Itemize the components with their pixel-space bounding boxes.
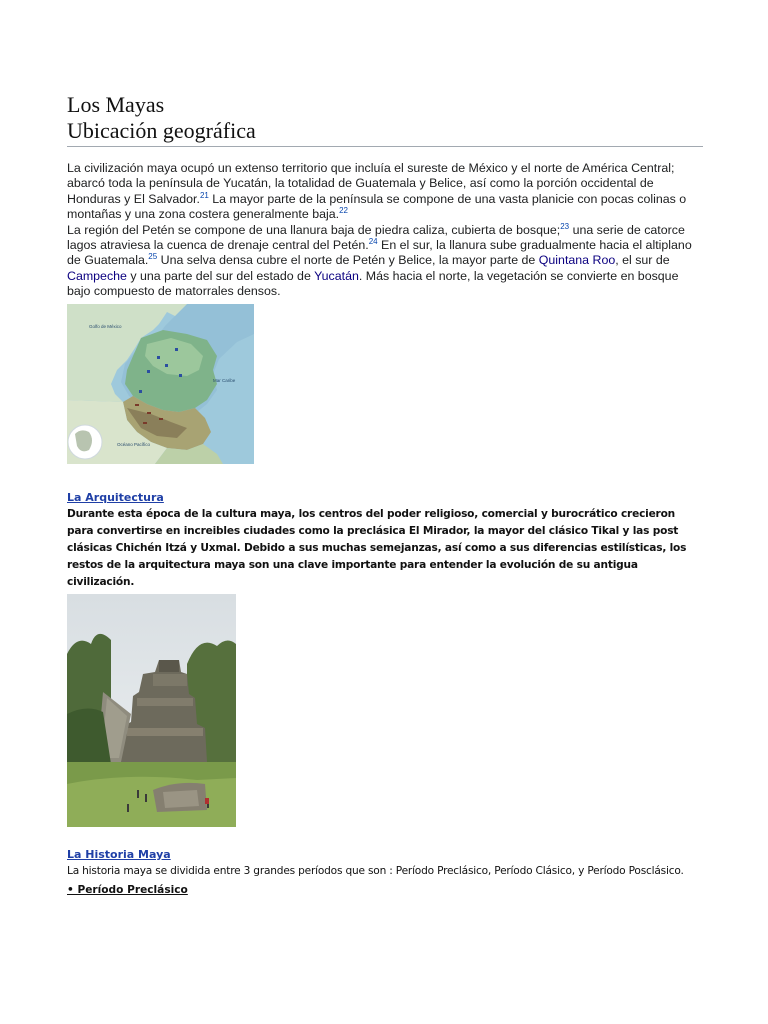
- map-label-caribbean: Mar Caribe: [213, 377, 236, 383]
- link-quintana-roo[interactable]: Quintana Roo: [538, 253, 616, 268]
- text-run: y una parte del sur del estado de: [126, 268, 315, 283]
- citation-21[interactable]: 21: [199, 190, 209, 200]
- title-line-1: Los Mayas: [67, 92, 165, 117]
- arquitectura-paragraph: Durante esta época de la cultura maya, los centros del poder religioso, comercial y burocrático crecieron para convertirse en increibles ciudades como la preclásica El Mirador, la mayor del clásico Tikal y las post clásicas Chichén Itzá y Uxmal. Debido a sus muchas semejanzas, así como a sus diferencias estilísticas, los restos de la arquitectura maya son una clave importante para entender la evolución de su antigua civilización.: [67, 507, 687, 588]
- spacer: [67, 464, 703, 488]
- arquitectura-heading-link[interactable]: La Arquitectura: [67, 490, 164, 504]
- ubicacion-paragraph-1: [67, 161, 703, 223]
- bullet-periodo-preclasico[interactable]: • Período Preclásico: [67, 883, 188, 896]
- page-title: [67, 92, 703, 144]
- text-run: En el sur, la llanura sube gradualmente hacia el altiplano de Guatemala.: [67, 238, 692, 268]
- text-run: La mayor parte de la península se compone de una vasta planicie con pocas colinas o montañas y una zona costera generalmente baja.: [67, 191, 687, 222]
- text-run: . Más hacia el norte, la vegetación se convierte en bosque bajo compuesto de matorrales densos.: [67, 268, 679, 299]
- title-line-2: Ubicación geográfica: [67, 118, 256, 143]
- text-run: La región del Petén se compone de una llanura baja de piedra caliza, cubierta de bosque;: [67, 222, 561, 237]
- tikal-temple-photo: [67, 594, 236, 827]
- text-run: Una selva densa cubre el norte de Petén y Belice, la mayor parte de: [157, 253, 539, 268]
- title-divider: [67, 146, 703, 147]
- citation-23[interactable]: 23: [560, 221, 570, 231]
- historia-paragraph: La historia maya se dividida entre 3 grandes períodos que son : Período Preclásico, Período Clásico, y Período Posclásico.: [67, 864, 684, 877]
- historia-heading-link[interactable]: La Historia Maya: [67, 847, 171, 861]
- link-yucatan[interactable]: Yucatán: [314, 268, 359, 283]
- text-run: La civilización maya ocupó un extenso territorio que incluía el sureste de México y el norte de América Central; abarcó toda la península de Yucatán, la totalidad de Guatemala y Belice, así como la porción occidental de Honduras y El Salvador.: [67, 161, 675, 206]
- text-run: una serie de catorce lagos atraviesa la cuenca de drenaje central del Petén.: [67, 222, 685, 253]
- map-label-gulf: Golfo de México: [89, 323, 122, 329]
- document-page: [67, 92, 703, 899]
- text-run: , el sur de: [615, 253, 670, 268]
- map-label-pacific: Océano Pacífico: [117, 441, 151, 447]
- citation-22[interactable]: 22: [339, 206, 348, 216]
- link-campeche[interactable]: Campeche: [67, 268, 127, 283]
- ubicacion-paragraph-2: [67, 223, 703, 300]
- spacer: [67, 827, 703, 845]
- citation-24[interactable]: 24: [368, 236, 378, 246]
- maya-region-map-image: [67, 304, 254, 464]
- citation-25[interactable]: 25: [148, 252, 158, 262]
